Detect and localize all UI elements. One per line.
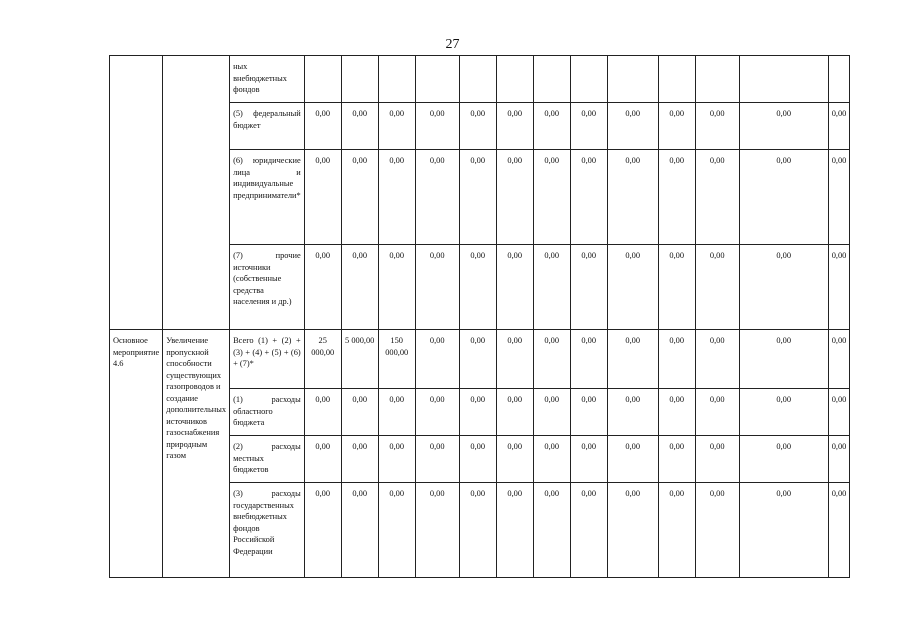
value-cell: 0,00: [496, 389, 533, 436]
value-cell: 0,00: [496, 103, 533, 150]
value-cell: 0,00: [658, 150, 695, 245]
funding-source-cell: (1) расходы областного бюджета: [230, 389, 305, 436]
value-cell: 0,00: [695, 245, 739, 330]
value-cell: 0,00: [607, 103, 658, 150]
value-cell: 0,00: [459, 483, 496, 578]
value-cell: 0,00: [459, 436, 496, 483]
value-cell: 0,00: [533, 389, 570, 436]
value-cell: 0,00: [459, 389, 496, 436]
page-number: 27: [445, 37, 460, 52]
value-cell: 0,00: [459, 245, 496, 330]
value-cell: 0,00: [496, 483, 533, 578]
value-cell: [459, 56, 496, 103]
value-cell: 0,00: [607, 330, 658, 389]
value-cell: 0,00: [378, 483, 415, 578]
value-cell: 0,00: [533, 483, 570, 578]
value-cell: 0,00: [828, 103, 850, 150]
value-cell: 0,00: [607, 389, 658, 436]
value-cell: 0,00: [415, 245, 459, 330]
value-cell: 0,00: [828, 150, 850, 245]
value-cell: 0,00: [341, 103, 378, 150]
value-cell: 0,00: [607, 245, 658, 330]
value-cell: 0,00: [459, 330, 496, 389]
value-cell: 0,00: [496, 245, 533, 330]
value-cell: 0,00: [695, 436, 739, 483]
event-description-cell-empty: [163, 56, 230, 330]
value-cell: 0,00: [304, 103, 341, 150]
event-description-cell: Увеличение пропускной способности существующих газопроводов и создание дополнительных источников газоснабжения природным газом: [163, 330, 230, 578]
value-cell: 0,00: [739, 330, 828, 389]
value-cell: 0,00: [459, 103, 496, 150]
value-cell: 0,00: [739, 103, 828, 150]
value-cell: 0,00: [533, 245, 570, 330]
value-cell: 150 000,00: [378, 330, 415, 389]
value-cell: 0,00: [739, 483, 828, 578]
funding-source-cell: (6) юридические лица и индивидуальные предприниматели*: [230, 150, 305, 245]
value-cell: 0,00: [828, 389, 850, 436]
funding-source-cell: ных внебюджетных фондов: [230, 56, 305, 103]
value-cell: [304, 56, 341, 103]
value-cell: 0,00: [570, 436, 607, 483]
value-cell: 0,00: [341, 245, 378, 330]
value-cell: 0,00: [341, 150, 378, 245]
value-cell: 0,00: [739, 245, 828, 330]
value-cell: [607, 56, 658, 103]
value-cell: 0,00: [570, 389, 607, 436]
value-cell: 0,00: [415, 436, 459, 483]
value-cell: 0,00: [304, 150, 341, 245]
funding-source-cell: (3) расходы государственных внебюджетных фондов Российской Федерации: [230, 483, 305, 578]
value-cell: 0,00: [415, 389, 459, 436]
value-cell: 0,00: [570, 245, 607, 330]
value-cell: [533, 56, 570, 103]
funding-source-cell: Всего (1) + (2) + (3) + (4) + (5) + (6) + (7)*: [230, 330, 305, 389]
value-cell: 0,00: [378, 389, 415, 436]
value-cell: 0,00: [496, 150, 533, 245]
value-cell: 0,00: [533, 436, 570, 483]
value-cell: 0,00: [341, 389, 378, 436]
value-cell: 0,00: [828, 483, 850, 578]
value-cell: 0,00: [304, 245, 341, 330]
value-cell: 0,00: [695, 103, 739, 150]
value-cell: 25 000,00: [304, 330, 341, 389]
value-cell: 0,00: [570, 483, 607, 578]
value-cell: 0,00: [415, 103, 459, 150]
value-cell: 0,00: [658, 436, 695, 483]
value-cell: 5 000,00: [341, 330, 378, 389]
value-cell: 0,00: [533, 150, 570, 245]
value-cell: [658, 56, 695, 103]
value-cell: 0,00: [828, 245, 850, 330]
budget-table: [109, 55, 850, 578]
value-cell: 0,00: [658, 483, 695, 578]
event-title-cell: Основное мероприятие 4.6: [110, 330, 163, 578]
funding-source-cell: (2) расходы местных бюджетов: [230, 436, 305, 483]
value-cell: 0,00: [658, 330, 695, 389]
value-cell: [341, 56, 378, 103]
value-cell: 0,00: [739, 436, 828, 483]
value-cell: 0,00: [378, 436, 415, 483]
value-cell: 0,00: [739, 150, 828, 245]
event-title-cell-empty: [110, 56, 163, 330]
table-section-event-4-6: [110, 330, 850, 578]
value-cell: 0,00: [658, 245, 695, 330]
value-cell: 0,00: [304, 436, 341, 483]
value-cell: 0,00: [607, 436, 658, 483]
value-cell: 0,00: [828, 436, 850, 483]
value-cell: 0,00: [378, 103, 415, 150]
value-cell: 0,00: [533, 103, 570, 150]
value-cell: 0,00: [533, 330, 570, 389]
value-cell: 0,00: [304, 483, 341, 578]
value-cell: 0,00: [570, 150, 607, 245]
value-cell: [378, 56, 415, 103]
value-cell: [739, 56, 828, 103]
value-cell: 0,00: [570, 103, 607, 150]
value-cell: 0,00: [695, 389, 739, 436]
value-cell: 0,00: [496, 436, 533, 483]
value-cell: [695, 56, 739, 103]
value-cell: 0,00: [415, 483, 459, 578]
value-cell: 0,00: [304, 389, 341, 436]
value-cell: 0,00: [415, 330, 459, 389]
value-cell: 0,00: [658, 389, 695, 436]
funding-source-cell: (5) федеральный бюджет: [230, 103, 305, 150]
value-cell: 0,00: [496, 330, 533, 389]
value-cell: 0,00: [607, 150, 658, 245]
value-cell: 0,00: [378, 150, 415, 245]
funding-source-cell: (7) прочие источники (собственные средства населения и др.): [230, 245, 305, 330]
value-cell: 0,00: [341, 483, 378, 578]
value-cell: 0,00: [658, 103, 695, 150]
value-cell: 0,00: [695, 330, 739, 389]
table-section-previous-event: [110, 56, 850, 330]
value-cell: 0,00: [341, 436, 378, 483]
value-cell: 0,00: [739, 389, 828, 436]
value-cell: 0,00: [459, 150, 496, 245]
value-cell: 0,00: [695, 483, 739, 578]
value-cell: [496, 56, 533, 103]
table-row: [110, 330, 850, 389]
table-row: [110, 56, 850, 103]
value-cell: 0,00: [695, 150, 739, 245]
value-cell: 0,00: [415, 150, 459, 245]
value-cell: [570, 56, 607, 103]
value-cell: 0,00: [570, 330, 607, 389]
value-cell: 0,00: [378, 245, 415, 330]
value-cell: [828, 56, 850, 103]
value-cell: 0,00: [828, 330, 850, 389]
value-cell: 0,00: [607, 483, 658, 578]
value-cell: [415, 56, 459, 103]
